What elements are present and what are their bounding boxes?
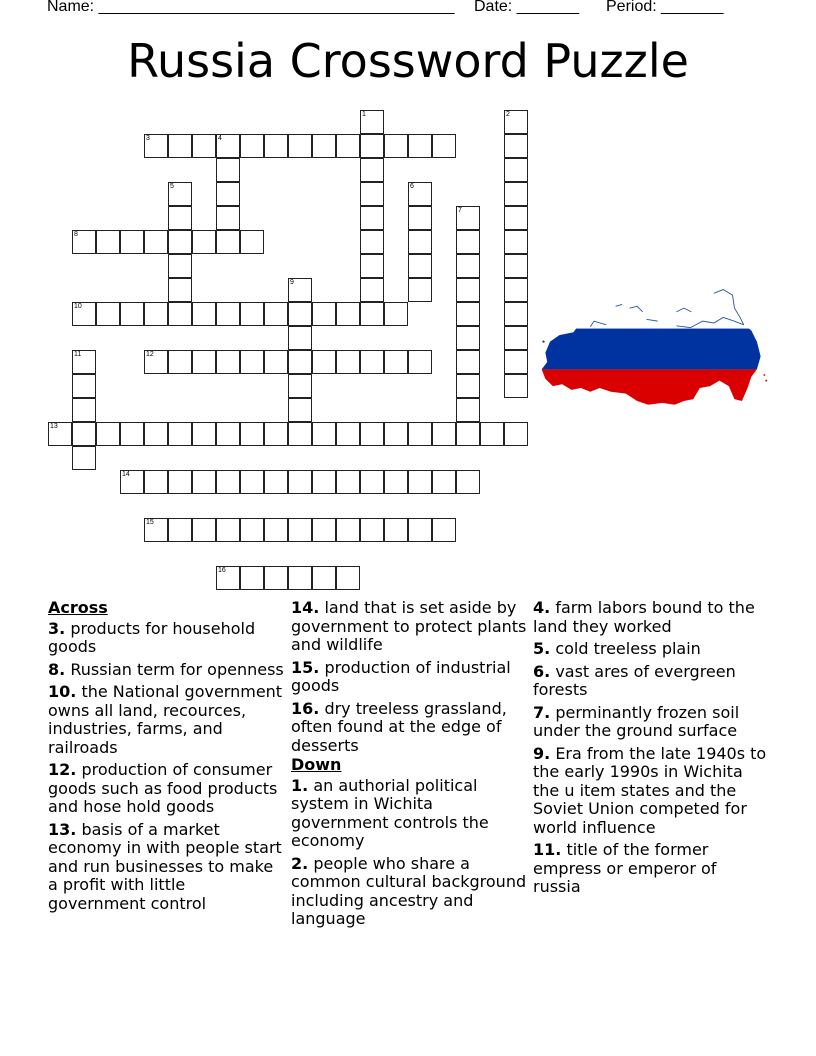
clue-down-11: 11. title of the former empress or emperor of russia <box>533 840 717 896</box>
crossword-cell[interactable] <box>408 422 432 446</box>
crossword-cell[interactable] <box>504 326 528 350</box>
crossword-cell[interactable] <box>504 374 528 398</box>
crossword-cell[interactable] <box>168 302 192 326</box>
crossword-cell[interactable] <box>408 470 432 494</box>
crossword-cell[interactable] <box>360 278 384 302</box>
crossword-cell[interactable] <box>240 230 264 254</box>
clue-down-6: 6. vast ares of evergreen forests <box>533 661 736 699</box>
crossword-cell[interactable] <box>288 566 312 590</box>
crossword-cell[interactable] <box>360 230 384 254</box>
crossword-cell[interactable] <box>288 134 312 158</box>
crossword-cell[interactable] <box>408 518 432 542</box>
crossword-cell[interactable] <box>504 350 528 374</box>
crossword-cell[interactable] <box>336 350 360 374</box>
crossword-cell[interactable] <box>168 422 192 446</box>
crossword-cell[interactable] <box>144 302 168 326</box>
clue-number: 12 <box>146 351 154 358</box>
crossword-cell[interactable] <box>240 350 264 374</box>
crossword-cell[interactable] <box>240 134 264 158</box>
crossword-cell[interactable] <box>288 326 312 350</box>
crossword-cell[interactable] <box>120 470 144 494</box>
name-field[interactable]: Name: ________________________________________ <box>47 0 455 15</box>
crossword-cell[interactable] <box>360 158 384 182</box>
crossword-cell[interactable] <box>504 182 528 206</box>
crossword-cell[interactable] <box>48 422 72 446</box>
clue-number: 1 <box>362 111 366 118</box>
crossword-cell[interactable] <box>216 566 240 590</box>
crossword-cell[interactable] <box>72 398 96 422</box>
crossword-cell[interactable] <box>456 326 480 350</box>
clue-number: 7 <box>458 207 462 214</box>
crossword-cell[interactable] <box>144 422 168 446</box>
crossword-cell[interactable] <box>192 350 216 374</box>
crossword-cell[interactable] <box>168 134 192 158</box>
crossword-cell[interactable] <box>408 230 432 254</box>
crossword-cell[interactable] <box>264 134 288 158</box>
crossword-cell[interactable] <box>288 278 312 302</box>
clue-number: 8 <box>74 231 78 238</box>
crossword-cell[interactable] <box>384 134 408 158</box>
crossword-cell[interactable] <box>360 134 384 158</box>
clue-across-8: 8. Russian term for openness <box>48 659 284 679</box>
crossword-cell[interactable] <box>432 518 456 542</box>
crossword-cell[interactable] <box>432 470 456 494</box>
crossword-cell[interactable] <box>288 350 312 374</box>
crossword-cell[interactable] <box>360 206 384 230</box>
crossword-cell[interactable] <box>336 302 360 326</box>
clue-across-13: 13. basis of a market economy in with people start and run businesses to make a profit with little government control <box>48 819 282 913</box>
crossword-cell[interactable] <box>408 350 432 374</box>
crossword-cell[interactable] <box>192 302 216 326</box>
crossword-cell[interactable] <box>432 134 456 158</box>
clue-across-16: 16. dry treeless grassland, often found at the edge of desserts <box>291 698 507 755</box>
clue-number: 14 <box>122 471 130 478</box>
crossword-cell[interactable] <box>72 230 96 254</box>
clue-number: 10 <box>74 303 82 310</box>
crossword-cell[interactable] <box>216 134 240 158</box>
crossword-cell[interactable] <box>312 566 336 590</box>
crossword-cell[interactable] <box>504 422 528 446</box>
crossword-cell[interactable] <box>264 350 288 374</box>
page-title: Russia Crossword Puzzle <box>127 34 689 88</box>
crossword-cell[interactable] <box>168 182 192 206</box>
crossword-cell[interactable] <box>312 422 336 446</box>
crossword-cell[interactable] <box>288 470 312 494</box>
crossword-cell[interactable] <box>384 422 408 446</box>
crossword-cell[interactable] <box>216 350 240 374</box>
clue-number: 11 <box>74 351 82 358</box>
crossword-cell[interactable] <box>264 518 288 542</box>
clue-across-10: 10. the National government owns all land, recources, industries, farms, and railroads <box>48 682 283 757</box>
crossword-cell[interactable] <box>384 350 408 374</box>
clue-down-2: 2. people who share a common cultural background including ancestry and language <box>291 853 527 928</box>
crossword-cell[interactable] <box>384 470 408 494</box>
crossword-cell[interactable] <box>312 350 336 374</box>
clues-column-3 <box>533 599 769 901</box>
crossword-cell[interactable] <box>456 278 480 302</box>
crossword-cell[interactable] <box>504 302 528 326</box>
crossword-cell[interactable] <box>168 518 192 542</box>
crossword-cell[interactable] <box>120 230 144 254</box>
crossword-cell[interactable] <box>312 302 336 326</box>
clue-number: 5 <box>170 183 174 190</box>
crossword-cell[interactable] <box>288 374 312 398</box>
crossword-cell[interactable] <box>192 470 216 494</box>
crossword-cell[interactable] <box>336 422 360 446</box>
crossword-cell[interactable] <box>120 302 144 326</box>
clue-across-14: 14. land that is set aside by government to protect plants and wildlife <box>291 598 527 654</box>
crossword-cell[interactable] <box>360 182 384 206</box>
crossword-cell[interactable] <box>504 278 528 302</box>
crossword-cell[interactable] <box>192 230 216 254</box>
clue-number: 13 <box>50 423 58 430</box>
crossword-cell[interactable] <box>408 182 432 206</box>
crossword-cell[interactable] <box>456 422 480 446</box>
crossword-cell[interactable] <box>192 134 216 158</box>
crossword-cell[interactable] <box>168 470 192 494</box>
crossword-cell[interactable] <box>168 230 192 254</box>
crossword-cell[interactable] <box>504 206 528 230</box>
crossword-cell[interactable] <box>456 350 480 374</box>
crossword-cell[interactable] <box>192 422 216 446</box>
crossword-cell[interactable] <box>168 278 192 302</box>
clue-across-3: 3. products for household goods <box>48 618 256 656</box>
clue-number: 15 <box>146 519 154 526</box>
crossword-cell[interactable] <box>312 134 336 158</box>
crossword-cell[interactable] <box>144 230 168 254</box>
crossword-cell[interactable] <box>408 206 432 230</box>
crossword-cell[interactable] <box>192 518 216 542</box>
crossword-cell[interactable] <box>96 230 120 254</box>
clue-number: 2 <box>506 111 510 118</box>
crossword-cell[interactable] <box>360 350 384 374</box>
period-field[interactable]: Period: _______ <box>606 0 724 15</box>
crossword-cell[interactable] <box>456 302 480 326</box>
clues-column-1 <box>48 599 284 917</box>
crossword-cell[interactable] <box>504 110 528 134</box>
crossword-cell[interactable] <box>216 182 240 206</box>
crossword-cell[interactable] <box>168 254 192 278</box>
down-heading: Down <box>291 755 342 774</box>
crossword-cell[interactable] <box>288 518 312 542</box>
crossword-cell[interactable] <box>336 470 360 494</box>
crossword-cell[interactable] <box>336 518 360 542</box>
crossword-cell[interactable] <box>240 302 264 326</box>
crossword-cell[interactable] <box>240 518 264 542</box>
crossword-cell[interactable] <box>168 350 192 374</box>
crossword-cell[interactable] <box>144 518 168 542</box>
crossword-cell[interactable] <box>360 470 384 494</box>
crossword-cell[interactable] <box>456 230 480 254</box>
crossword-cell[interactable] <box>144 134 168 158</box>
crossword-cell[interactable] <box>240 470 264 494</box>
crossword-cell[interactable] <box>432 422 456 446</box>
clue-down-7: 7. perminantly frozen soil under the ground surface <box>533 702 740 740</box>
crossword-cell[interactable] <box>288 422 312 446</box>
crossword-cell[interactable] <box>264 470 288 494</box>
crossword-cell[interactable] <box>216 206 240 230</box>
crossword-cell[interactable] <box>264 566 288 590</box>
crossword-cell[interactable] <box>312 470 336 494</box>
clue-down-5: 5. cold treeless plain <box>533 639 701 658</box>
crossword-cell[interactable] <box>456 254 480 278</box>
crossword-cell[interactable] <box>504 158 528 182</box>
crossword-cell[interactable] <box>504 230 528 254</box>
crossword-cell[interactable] <box>408 254 432 278</box>
clue-number: 3 <box>146 135 150 142</box>
crossword-cell[interactable] <box>216 470 240 494</box>
crossword-cell[interactable] <box>360 422 384 446</box>
clue-down-4: 4. farm labors bound to the land they worked <box>533 598 755 636</box>
clues-column-2 <box>291 599 527 933</box>
crossword-cell[interactable] <box>456 206 480 230</box>
crossword-cell[interactable] <box>336 566 360 590</box>
crossword-cell[interactable] <box>72 446 96 470</box>
crossword-cell[interactable] <box>360 110 384 134</box>
crossword-cell[interactable] <box>264 422 288 446</box>
crossword-cell[interactable] <box>144 350 168 374</box>
crossword-cell[interactable] <box>216 422 240 446</box>
crossword-cell[interactable] <box>216 302 240 326</box>
clue-across-12: 12. production of consumer goods such as food products and hose hold goods <box>48 760 278 816</box>
across-heading: Across <box>48 598 108 617</box>
crossword-cell[interactable] <box>384 302 408 326</box>
crossword-cell[interactable] <box>144 470 168 494</box>
crossword-cell[interactable] <box>408 134 432 158</box>
clue-number: 4 <box>218 135 222 142</box>
clue-number: 16 <box>218 567 226 574</box>
crossword-cell[interactable] <box>456 470 480 494</box>
crossword-cell[interactable] <box>96 302 120 326</box>
russia-flag-map-image <box>536 284 770 414</box>
crossword-cell[interactable] <box>312 518 336 542</box>
clue-down-9: 9. Era from the late 1940s to the early 1990s in Wichita the u item states and the Soviet Union competed for world influence <box>533 743 767 837</box>
crossword-cell[interactable] <box>456 398 480 422</box>
crossword-cell[interactable] <box>288 398 312 422</box>
clue-number: 9 <box>290 279 294 286</box>
crossword-cell[interactable] <box>168 206 192 230</box>
crossword-cell[interactable] <box>72 302 96 326</box>
crossword-cell[interactable] <box>504 134 528 158</box>
crossword-cell[interactable] <box>336 134 360 158</box>
crossword-cell[interactable] <box>384 518 408 542</box>
clue-down-1: 1. an authorial political system in Wichita government controls the economy <box>291 775 489 850</box>
crossword-cell[interactable] <box>480 422 504 446</box>
crossword-cell[interactable] <box>504 254 528 278</box>
crossword-cell[interactable] <box>360 254 384 278</box>
crossword-cell[interactable] <box>216 518 240 542</box>
crossword-cell[interactable] <box>408 278 432 302</box>
crossword-cell[interactable] <box>72 374 96 398</box>
crossword-cell[interactable] <box>72 350 96 374</box>
crossword-cell[interactable] <box>456 374 480 398</box>
crossword-cell[interactable] <box>360 518 384 542</box>
crossword-cell[interactable] <box>240 422 264 446</box>
date-field[interactable]: Date: _______ <box>474 0 579 15</box>
crossword-cell[interactable] <box>96 422 120 446</box>
crossword-cell[interactable] <box>240 566 264 590</box>
clue-number: 6 <box>410 183 414 190</box>
crossword-cell[interactable] <box>216 158 240 182</box>
crossword-cell[interactable] <box>120 422 144 446</box>
crossword-cell[interactable] <box>360 302 384 326</box>
crossword-cell[interactable] <box>216 230 240 254</box>
crossword-cell[interactable] <box>288 302 312 326</box>
clue-across-15: 15. production of industrial goods <box>291 657 511 695</box>
crossword-cell[interactable] <box>264 302 288 326</box>
crossword-cell[interactable] <box>72 422 96 446</box>
